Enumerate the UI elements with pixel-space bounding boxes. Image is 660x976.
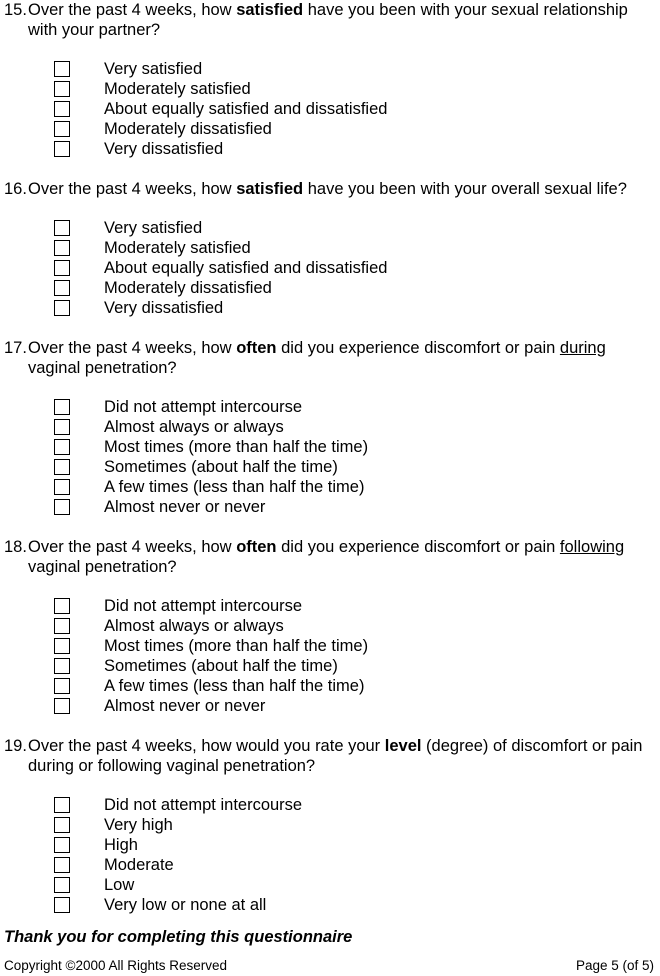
options-list — [4, 397, 654, 517]
option[interactable]: Low — [4, 875, 654, 895]
question-text: 16. Over the past 4 weeks, how satisfied have you been with your overall sexual life? — [4, 180, 627, 198]
option[interactable]: A few times (less than half the time) — [4, 477, 654, 497]
checkbox[interactable] — [54, 419, 70, 435]
option[interactable]: Very dissatisfied — [4, 298, 654, 318]
checkbox[interactable] — [54, 598, 70, 614]
checkbox[interactable] — [54, 797, 70, 813]
option[interactable]: Most times (more than half the time) — [4, 636, 654, 656]
option[interactable]: Almost always or always — [4, 616, 654, 636]
checkbox[interactable] — [54, 857, 70, 873]
checkbox[interactable] — [54, 220, 70, 236]
option[interactable]: Moderately satisfied — [4, 238, 654, 258]
option[interactable]: About equally satisfied and dissatisfied — [4, 99, 654, 119]
question-text: 17. Over the past 4 weeks, how often did you experience discomfort or pain during vaginal penetration? — [4, 339, 606, 377]
checkbox[interactable] — [54, 141, 70, 157]
checkbox[interactable] — [54, 459, 70, 475]
checkbox[interactable] — [54, 300, 70, 316]
option[interactable]: A few times (less than half the time) — [4, 676, 654, 696]
question-16 — [4, 179, 654, 318]
checkbox[interactable] — [54, 399, 70, 415]
options-list — [4, 59, 654, 159]
checkbox[interactable] — [54, 658, 70, 674]
checkbox[interactable] — [54, 61, 70, 77]
question-18 — [4, 537, 654, 716]
option[interactable]: Almost always or always — [4, 417, 654, 437]
option[interactable]: Moderately dissatisfied — [4, 119, 654, 139]
options-list — [4, 795, 654, 915]
option[interactable]: About equally satisfied and dissatisfied — [4, 258, 654, 278]
checkbox[interactable] — [54, 101, 70, 117]
option[interactable]: Very high — [4, 815, 654, 835]
checkbox[interactable] — [54, 638, 70, 654]
checkbox[interactable] — [54, 698, 70, 714]
options-list — [4, 218, 654, 318]
checkbox[interactable] — [54, 897, 70, 913]
option[interactable]: Sometimes (about half the time) — [4, 656, 654, 676]
checkbox[interactable] — [54, 260, 70, 276]
option[interactable]: Almost never or never — [4, 696, 654, 716]
checkbox[interactable] — [54, 121, 70, 137]
checkbox[interactable] — [54, 877, 70, 893]
closing-message: Thank you for completing this questionnaire — [4, 928, 353, 946]
checkbox[interactable] — [54, 439, 70, 455]
question-number: 17. — [4, 339, 27, 357]
option[interactable]: Did not attempt intercourse — [4, 596, 654, 616]
options-list — [4, 596, 654, 716]
question-text: 18. Over the past 4 weeks, how often did you experience discomfort or pain following vaginal penetration? — [4, 538, 625, 576]
checkbox[interactable] — [54, 618, 70, 634]
question-17 — [4, 338, 654, 517]
question-15 — [4, 0, 654, 159]
option[interactable]: Moderate — [4, 855, 654, 875]
checkbox[interactable] — [54, 837, 70, 853]
option[interactable]: Did not attempt intercourse — [4, 795, 654, 815]
option[interactable]: High — [4, 835, 654, 855]
option[interactable]: Moderately satisfied — [4, 79, 654, 99]
question-number: 16. — [4, 180, 27, 198]
question-number: 18. — [4, 538, 27, 556]
checkbox[interactable] — [54, 499, 70, 515]
checkbox[interactable] — [54, 81, 70, 97]
checkbox[interactable] — [54, 240, 70, 256]
checkbox[interactable] — [54, 817, 70, 833]
option[interactable]: Did not attempt intercourse — [4, 397, 654, 417]
option[interactable]: Very low or none at all — [4, 895, 654, 915]
option[interactable]: Almost never or never — [4, 497, 654, 517]
copyright-notice: Copyright ©2000 All Rights Reserved — [4, 958, 228, 973]
checkbox[interactable] — [54, 280, 70, 296]
option[interactable]: Very satisfied — [4, 218, 654, 238]
page-footer — [4, 956, 654, 976]
question-text: 19. Over the past 4 weeks, how would you rate your level (degree) of discomfort or pain during or following vaginal penetration? — [4, 737, 643, 775]
question-number: 19. — [4, 737, 27, 755]
question-number: 15. — [4, 1, 27, 19]
checkbox[interactable] — [54, 479, 70, 495]
checkbox[interactable] — [54, 678, 70, 694]
question-19 — [4, 736, 654, 915]
option[interactable]: Very dissatisfied — [4, 139, 654, 159]
option[interactable]: Sometimes (about half the time) — [4, 457, 654, 477]
page-number: Page 5 (of 5) — [575, 958, 654, 973]
question-text: 15. Over the past 4 weeks, how satisfied have you been with your sexual relationship with your partner? — [4, 1, 628, 39]
option[interactable]: Moderately dissatisfied — [4, 278, 654, 298]
option[interactable]: Very satisfied — [4, 59, 654, 79]
option[interactable]: Most times (more than half the time) — [4, 437, 654, 457]
